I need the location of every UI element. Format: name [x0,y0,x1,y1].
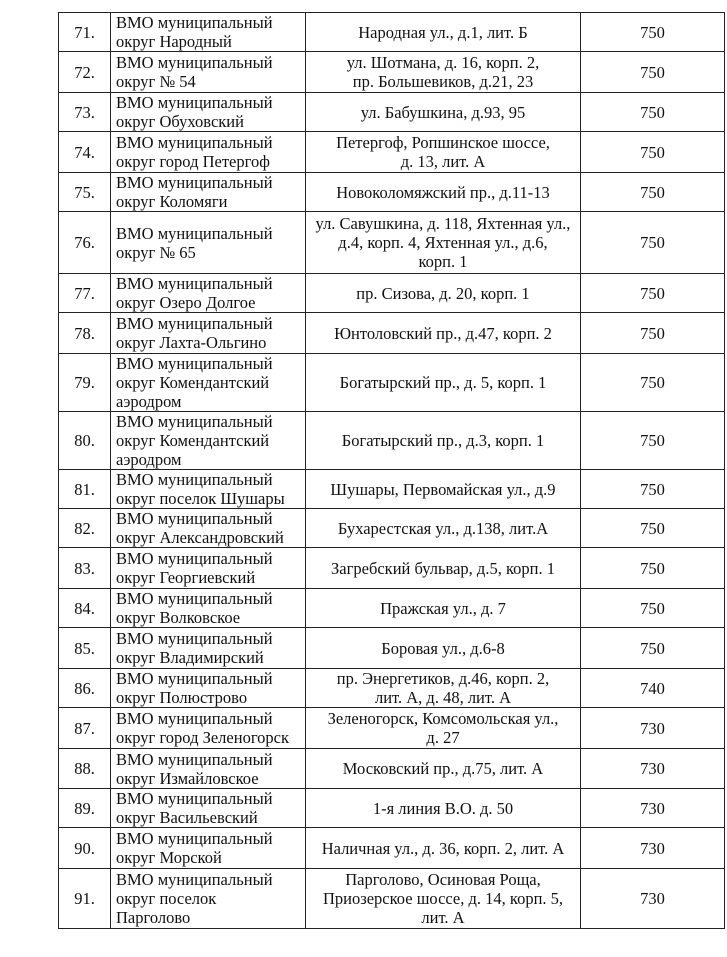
table-row [59,412,725,470]
address-line: д. 13, лит. А [400,152,486,171]
organization-line: округ Лахта-Ольгино [116,333,267,352]
address-line: Загребский бульвар, д.5, корп. 1 [331,558,555,578]
table-row [59,173,725,212]
organization-line: ВМО муниципальный [116,470,273,489]
address-cell [306,628,581,669]
address-line: д.4, корп. 4, Яхтенная ул., д.6, [338,233,548,252]
row-number: 88. [59,749,111,789]
address-cell [306,789,581,828]
table-row [59,313,725,354]
table-row [59,13,725,52]
address-line: пр. Большевиков, д.21, 23 [352,72,534,91]
organization-line: ВМО муниципальный [116,13,273,32]
address-line: пр. Сизова, д. 20, корп. 1 [356,283,530,303]
address-line: ул. Шотмана, д. 16, корп. 2, [346,53,540,72]
address-line: Богатырский пр., д.3, корп. 1 [341,431,545,450]
organization-cell [111,869,306,929]
organization-cell [111,173,306,212]
organization-line: округ № 54 [116,72,196,91]
districts-table [58,12,725,929]
address-line: пр. Энергетиков, д.46, корп. 2, [336,669,550,688]
organization-cell [111,669,306,708]
table-row [59,274,725,313]
capacity-value: 730 [581,869,725,929]
row-number: 76. [59,212,111,274]
address-line: Бухарестская ул., д.138, лит.А [337,518,549,538]
organization-line: округ Владимирский [116,648,264,667]
capacity-value: 750 [581,13,725,52]
row-number: 90. [59,828,111,869]
table-row [59,869,725,929]
organization-line: ВМО муниципальный [116,354,273,373]
address-cell [306,828,581,869]
capacity-value: 750 [581,628,725,669]
row-number: 79. [59,354,111,412]
organization-line: округ город Петергоф [116,152,270,171]
address-line: Пражская ул., д. 7 [380,598,506,618]
address-line: Зеленогорск, Комсомольская ул., [327,709,559,728]
address-cell [306,132,581,173]
organization-line: округ Озеро Долгое [116,293,256,312]
organization-line: ВМО муниципальный [116,589,273,608]
address-line: 1-я линия В.О. д. 50 [372,798,514,818]
address-line: Богатырский пр., д. 5, корп. 1 [339,373,547,392]
table-row [59,52,725,93]
document-page [58,12,724,929]
organization-cell [111,548,306,589]
address-line: Приозерское шоссе, д. 14, корп. 5, [322,889,564,908]
row-number: 85. [59,628,111,669]
address-cell [306,212,581,274]
organization-line: ВМО муниципальный [116,709,273,728]
organization-line: округ Александровский [116,528,284,547]
row-number: 73. [59,93,111,132]
table-row [59,470,725,509]
organization-cell [111,828,306,869]
organization-line: округ Морской [116,848,222,867]
organization-line: округ Измайловское [116,768,259,788]
address-cell [306,93,581,132]
capacity-value: 750 [581,412,725,470]
address-line: Шушары, Первомайская ул., д.9 [330,479,556,499]
organization-line: ВМО муниципальный [116,749,273,769]
organization-line: Парголово [116,908,191,927]
organization-line: округ Комендантский [116,373,270,392]
row-number: 84. [59,589,111,628]
address-cell [306,589,581,628]
organization-cell [111,589,306,628]
capacity-value: 750 [581,173,725,212]
address-cell [306,313,581,354]
address-cell [306,548,581,589]
table-row [59,669,725,708]
table-row [59,132,725,173]
address-line: д. 27 [426,728,460,747]
organization-cell [111,313,306,354]
row-number: 80. [59,412,111,470]
organization-line: ВМО муниципальный [116,412,273,431]
organization-line: аэродром [116,392,182,411]
address-cell [306,869,581,929]
row-number: 75. [59,173,111,212]
organization-cell [111,708,306,749]
address-line: лит. А, д. 48, лит. А [374,688,512,707]
table-row [59,789,725,828]
organization-cell [111,52,306,93]
organization-line: аэродром [116,450,182,469]
capacity-value: 740 [581,669,725,708]
row-number: 78. [59,313,111,354]
address-line: Московский пр., д.75, лит. А [342,759,544,778]
address-cell [306,274,581,313]
address-line: Боровая ул., д.6-8 [381,638,505,658]
row-number: 87. [59,708,111,749]
organization-line: ВМО муниципальный [116,629,273,648]
capacity-value: 750 [581,93,725,132]
row-number: 82. [59,509,111,548]
row-number: 83. [59,548,111,589]
address-cell [306,470,581,509]
capacity-value: 730 [581,749,725,789]
organization-cell [111,354,306,412]
organization-line: округ № 65 [116,242,196,262]
row-number: 74. [59,132,111,173]
address-line: лит. А [421,908,465,927]
organization-line: ВМО муниципальный [116,870,273,889]
organization-cell [111,13,306,52]
organization-line: ВМО муниципальный [116,789,273,808]
address-line: ул. Бабушкина, д.93, 95 [360,102,526,122]
organization-line: ВМО муниципальный [116,549,273,568]
organization-cell [111,628,306,669]
address-line: Народная ул., д.1, лит. Б [358,22,528,42]
capacity-value: 730 [581,789,725,828]
capacity-value: 730 [581,828,725,869]
table-row [59,589,725,628]
organization-line: округ Народный [116,32,232,51]
capacity-value: 750 [581,52,725,93]
organization-line: ВМО муниципальный [116,314,273,333]
address-cell [306,354,581,412]
organization-cell [111,93,306,132]
capacity-value: 750 [581,354,725,412]
organization-cell [111,789,306,828]
address-line: ул. Савушкина, д. 118, Яхтенная ул., [315,214,571,233]
capacity-value: 730 [581,708,725,749]
organization-line: округ поселок Шушары [116,489,285,508]
table-row [59,354,725,412]
organization-line: округ Комендантский [116,431,270,450]
organization-line: ВМО муниципальный [116,509,273,528]
row-number: 91. [59,869,111,929]
row-number: 81. [59,470,111,509]
table-row [59,628,725,669]
address-cell [306,52,581,93]
capacity-value: 750 [581,548,725,589]
organization-line: ВМО муниципальный [116,274,273,293]
organization-line: округ Георгиевский [116,568,256,587]
organization-cell [111,274,306,313]
organization-cell [111,509,306,548]
address-cell [306,509,581,548]
address-cell [306,749,581,789]
table-row [59,509,725,548]
organization-line: ВМО муниципальный [116,173,273,192]
capacity-value: 750 [581,589,725,628]
row-number: 72. [59,52,111,93]
address-line: Петергоф, Ропшинское шоссе, [336,133,550,152]
organization-line: округ Васильевский [116,808,258,827]
organization-line: округ Коломяги [116,192,228,211]
address-line: Юнтоловский пр., д.47, корп. 2 [334,323,552,343]
organization-line: ВМО муниципальный [116,829,273,848]
organization-line: ВМО муниципальный [116,53,273,72]
organization-line: ВМО муниципальный [116,669,273,688]
row-number: 77. [59,274,111,313]
table-row [59,749,725,789]
table-row [59,708,725,749]
organization-line: округ поселок [116,889,217,908]
organization-line: округ Полюстрово [116,688,248,707]
organization-line: ВМО муниципальный [116,223,273,243]
row-number: 89. [59,789,111,828]
table-row [59,212,725,274]
organization-line: ВМО муниципальный [116,93,273,112]
organization-cell [111,749,306,789]
organization-line: округ Волковское [116,608,241,627]
row-number: 86. [59,669,111,708]
address-line: Парголово, Осиновая Роща, [345,870,541,889]
address-line: Новоколомяжский пр., д.11-13 [336,182,550,202]
table-row [59,828,725,869]
organization-line: ВМО муниципальный [116,133,273,152]
address-line: корп. 1 [418,252,468,271]
capacity-value: 750 [581,470,725,509]
capacity-value: 750 [581,212,725,274]
capacity-value: 750 [581,132,725,173]
address-cell [306,708,581,749]
row-number: 71. [59,13,111,52]
organization-cell [111,212,306,274]
table-row [59,548,725,589]
organization-line: округ город Зеленогорск [116,728,290,747]
capacity-value: 750 [581,313,725,354]
address-cell [306,13,581,52]
capacity-value: 750 [581,509,725,548]
address-cell [306,669,581,708]
table-body [59,13,725,929]
organization-cell [111,132,306,173]
capacity-value: 750 [581,274,725,313]
address-line: Наличная ул., д. 36, корп. 2, лит. А [321,838,565,858]
address-cell [306,173,581,212]
organization-cell [111,412,306,470]
organization-cell [111,470,306,509]
organization-line: округ Обуховский [116,112,244,131]
table-row [59,93,725,132]
address-cell [306,412,581,470]
